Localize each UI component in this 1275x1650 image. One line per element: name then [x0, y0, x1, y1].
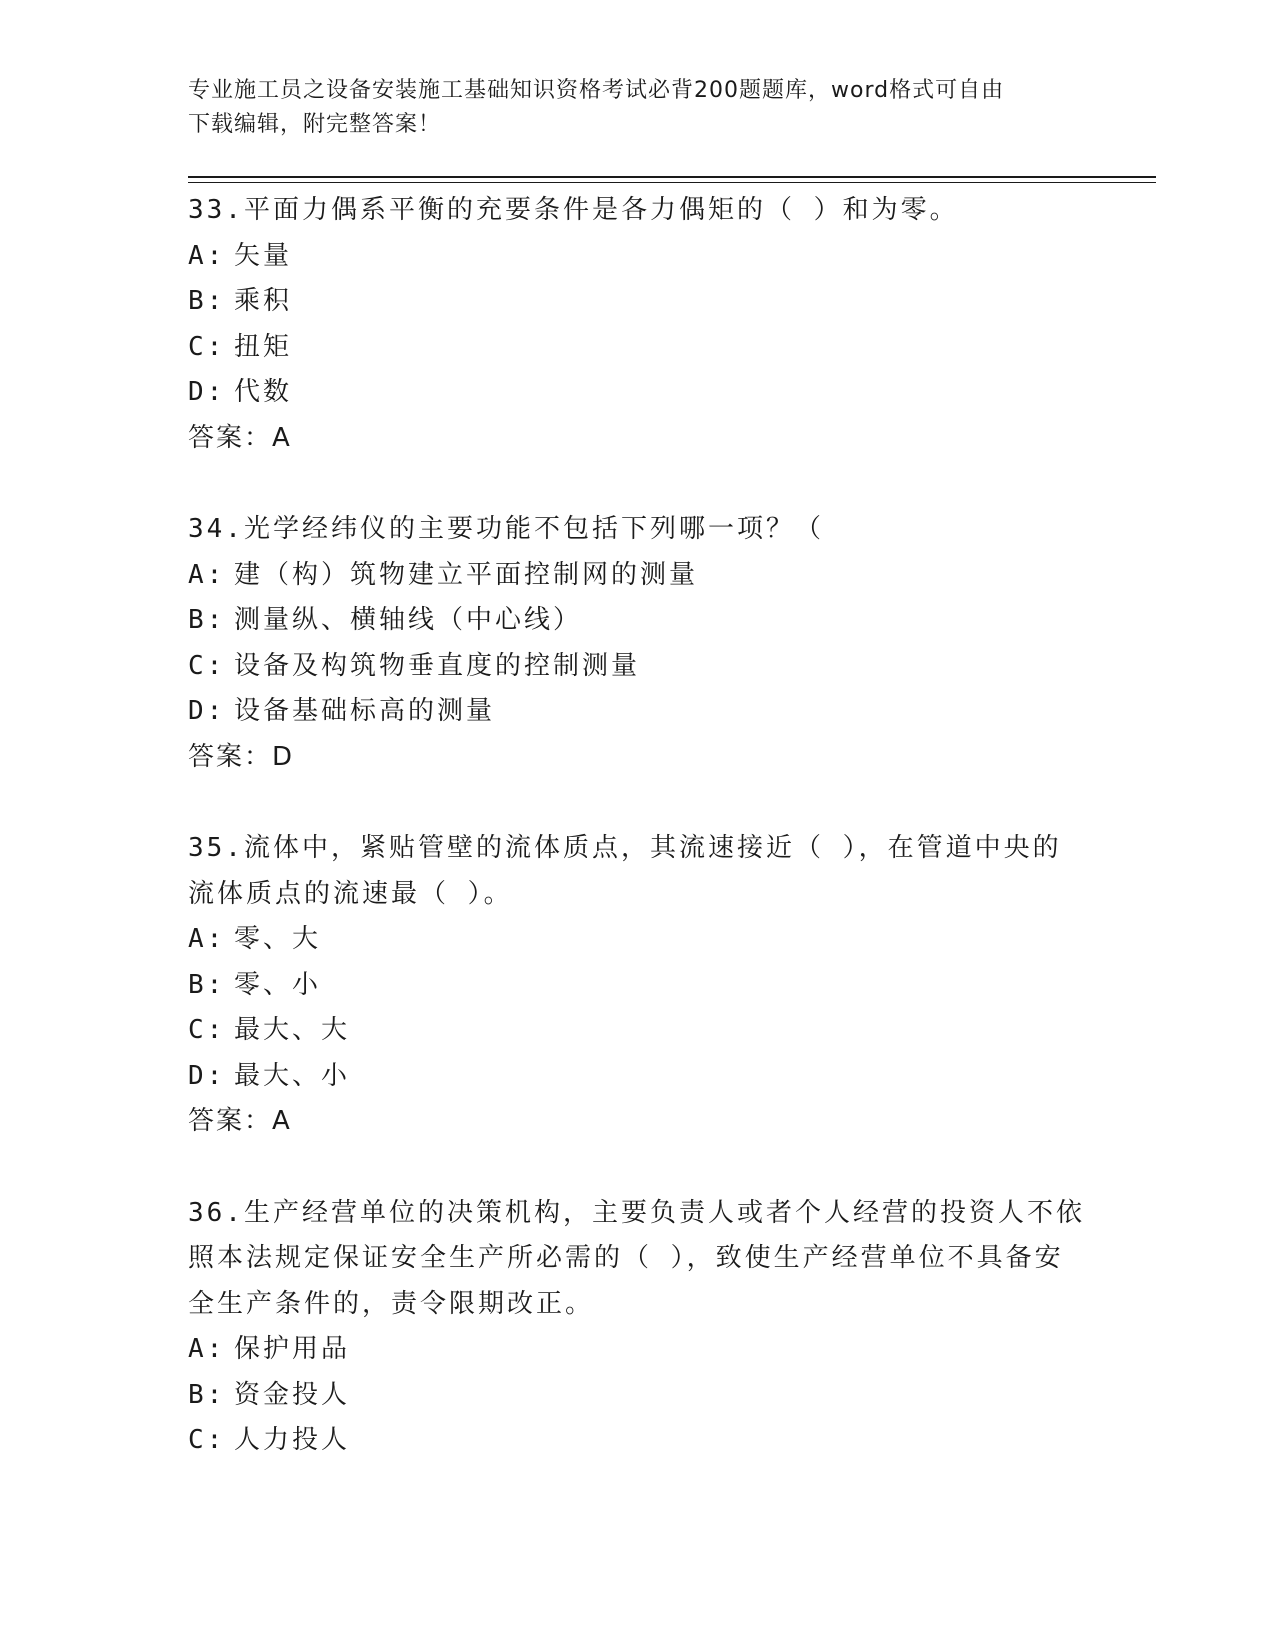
option-text: 扭矩	[234, 331, 293, 362]
header-line-1: 专业施工员之设备安装施工基础知识资格考试必背200题题库，word格式可自由	[188, 78, 1005, 103]
option-item	[188, 234, 1088, 280]
answer-line	[188, 735, 1088, 781]
question-list	[188, 188, 1088, 1510]
question-text: 照本法规定保证安全生产所必需的（ ），致使生产经营单位不具备安	[188, 1243, 1064, 1273]
option-text: 最大、小	[234, 1060, 351, 1091]
option-item	[188, 644, 1088, 690]
question-block	[188, 826, 1088, 1145]
option-item	[188, 598, 1088, 644]
option-key: A:	[188, 1334, 226, 1364]
question-text: 平面力偶系平衡的充要条件是各力偶矩的（ ）和为零。	[243, 195, 959, 225]
option-text: 零、大	[234, 924, 322, 954]
option-item	[188, 1373, 1088, 1419]
option-text: 资金投人	[234, 1379, 351, 1410]
option-item	[188, 325, 1088, 371]
question-text-line	[188, 507, 1088, 553]
option-text: 保护用品	[234, 1334, 351, 1364]
question-text: 流体中，紧贴管壁的流体质点，其流速接近（ ），在管道中央的	[243, 833, 1062, 863]
answer-line	[188, 416, 1088, 462]
option-key: A:	[188, 924, 226, 954]
answer-label: 答案：	[188, 741, 273, 772]
option-text: 人力投人	[234, 1425, 351, 1455]
document-header	[188, 74, 1088, 142]
option-item	[188, 917, 1088, 963]
option-item	[188, 279, 1088, 325]
question-text-line	[188, 872, 1088, 918]
question-number: 33.	[188, 195, 244, 225]
question-number: 35.	[188, 833, 244, 863]
answer-value: A	[272, 1106, 292, 1136]
answer-label: 答案：	[188, 422, 273, 453]
option-key: C:	[188, 650, 226, 681]
answer-value: A	[272, 422, 292, 453]
header-divider-thin	[188, 182, 1156, 183]
option-key: B:	[188, 286, 226, 316]
option-key: A:	[188, 559, 226, 590]
option-text: 测量纵、横轴线（中心线）	[234, 605, 583, 635]
question-text-line	[188, 188, 1088, 234]
option-text: 乘积	[234, 286, 293, 316]
option-text: 建（构）筑物建立平面控制网的测量	[234, 559, 699, 590]
option-item	[188, 370, 1088, 416]
option-text: 矢量	[234, 240, 293, 271]
option-key: B:	[188, 1379, 226, 1410]
header-divider-thick	[188, 176, 1156, 178]
question-text: 光学经纬仪的主要功能不包括下列哪一项？（	[243, 514, 824, 544]
question-number: 34.	[188, 514, 244, 544]
question-text-line	[188, 1191, 1088, 1237]
option-item	[188, 689, 1088, 735]
question-text: 流体质点的流速最（ ）。	[188, 878, 513, 909]
header-line-2: 下载编辑，附完整答案！	[188, 112, 442, 137]
option-key: C:	[188, 1015, 226, 1045]
option-text: 最大、大	[234, 1015, 351, 1045]
question-text-line	[188, 1282, 1088, 1328]
option-item	[188, 1008, 1088, 1054]
answer-line	[188, 1099, 1088, 1145]
question-number: 36.	[188, 1197, 244, 1228]
option-item	[188, 963, 1088, 1009]
option-item	[188, 1327, 1088, 1373]
option-key: D:	[188, 696, 226, 726]
option-key: A:	[188, 240, 226, 271]
question-text: 生产经营单位的决策机构，主要负责人或者个人经营的投资人不依	[243, 1197, 1085, 1228]
option-item	[188, 1418, 1088, 1464]
question-text: 全生产条件的，责令限期改正。	[188, 1288, 595, 1319]
option-key: D:	[188, 1060, 226, 1091]
option-text: 设备基础标高的测量	[234, 696, 496, 726]
option-item	[188, 553, 1088, 599]
option-key: D:	[188, 377, 226, 407]
question-text-line	[188, 1236, 1088, 1282]
answer-value: D	[272, 741, 295, 772]
option-key: B:	[188, 969, 226, 1000]
question-text-line	[188, 826, 1088, 872]
option-item	[188, 1054, 1088, 1100]
question-block	[188, 188, 1088, 461]
option-key: C:	[188, 1425, 226, 1455]
answer-label: 答案：	[188, 1106, 273, 1136]
option-key: B:	[188, 605, 226, 635]
question-block	[188, 1191, 1088, 1464]
option-text: 设备及构筑物垂直度的控制测量	[234, 650, 641, 681]
question-block	[188, 507, 1088, 780]
option-text: 代数	[234, 377, 293, 407]
option-text: 零、小	[234, 969, 322, 1000]
option-key: C:	[188, 331, 226, 362]
